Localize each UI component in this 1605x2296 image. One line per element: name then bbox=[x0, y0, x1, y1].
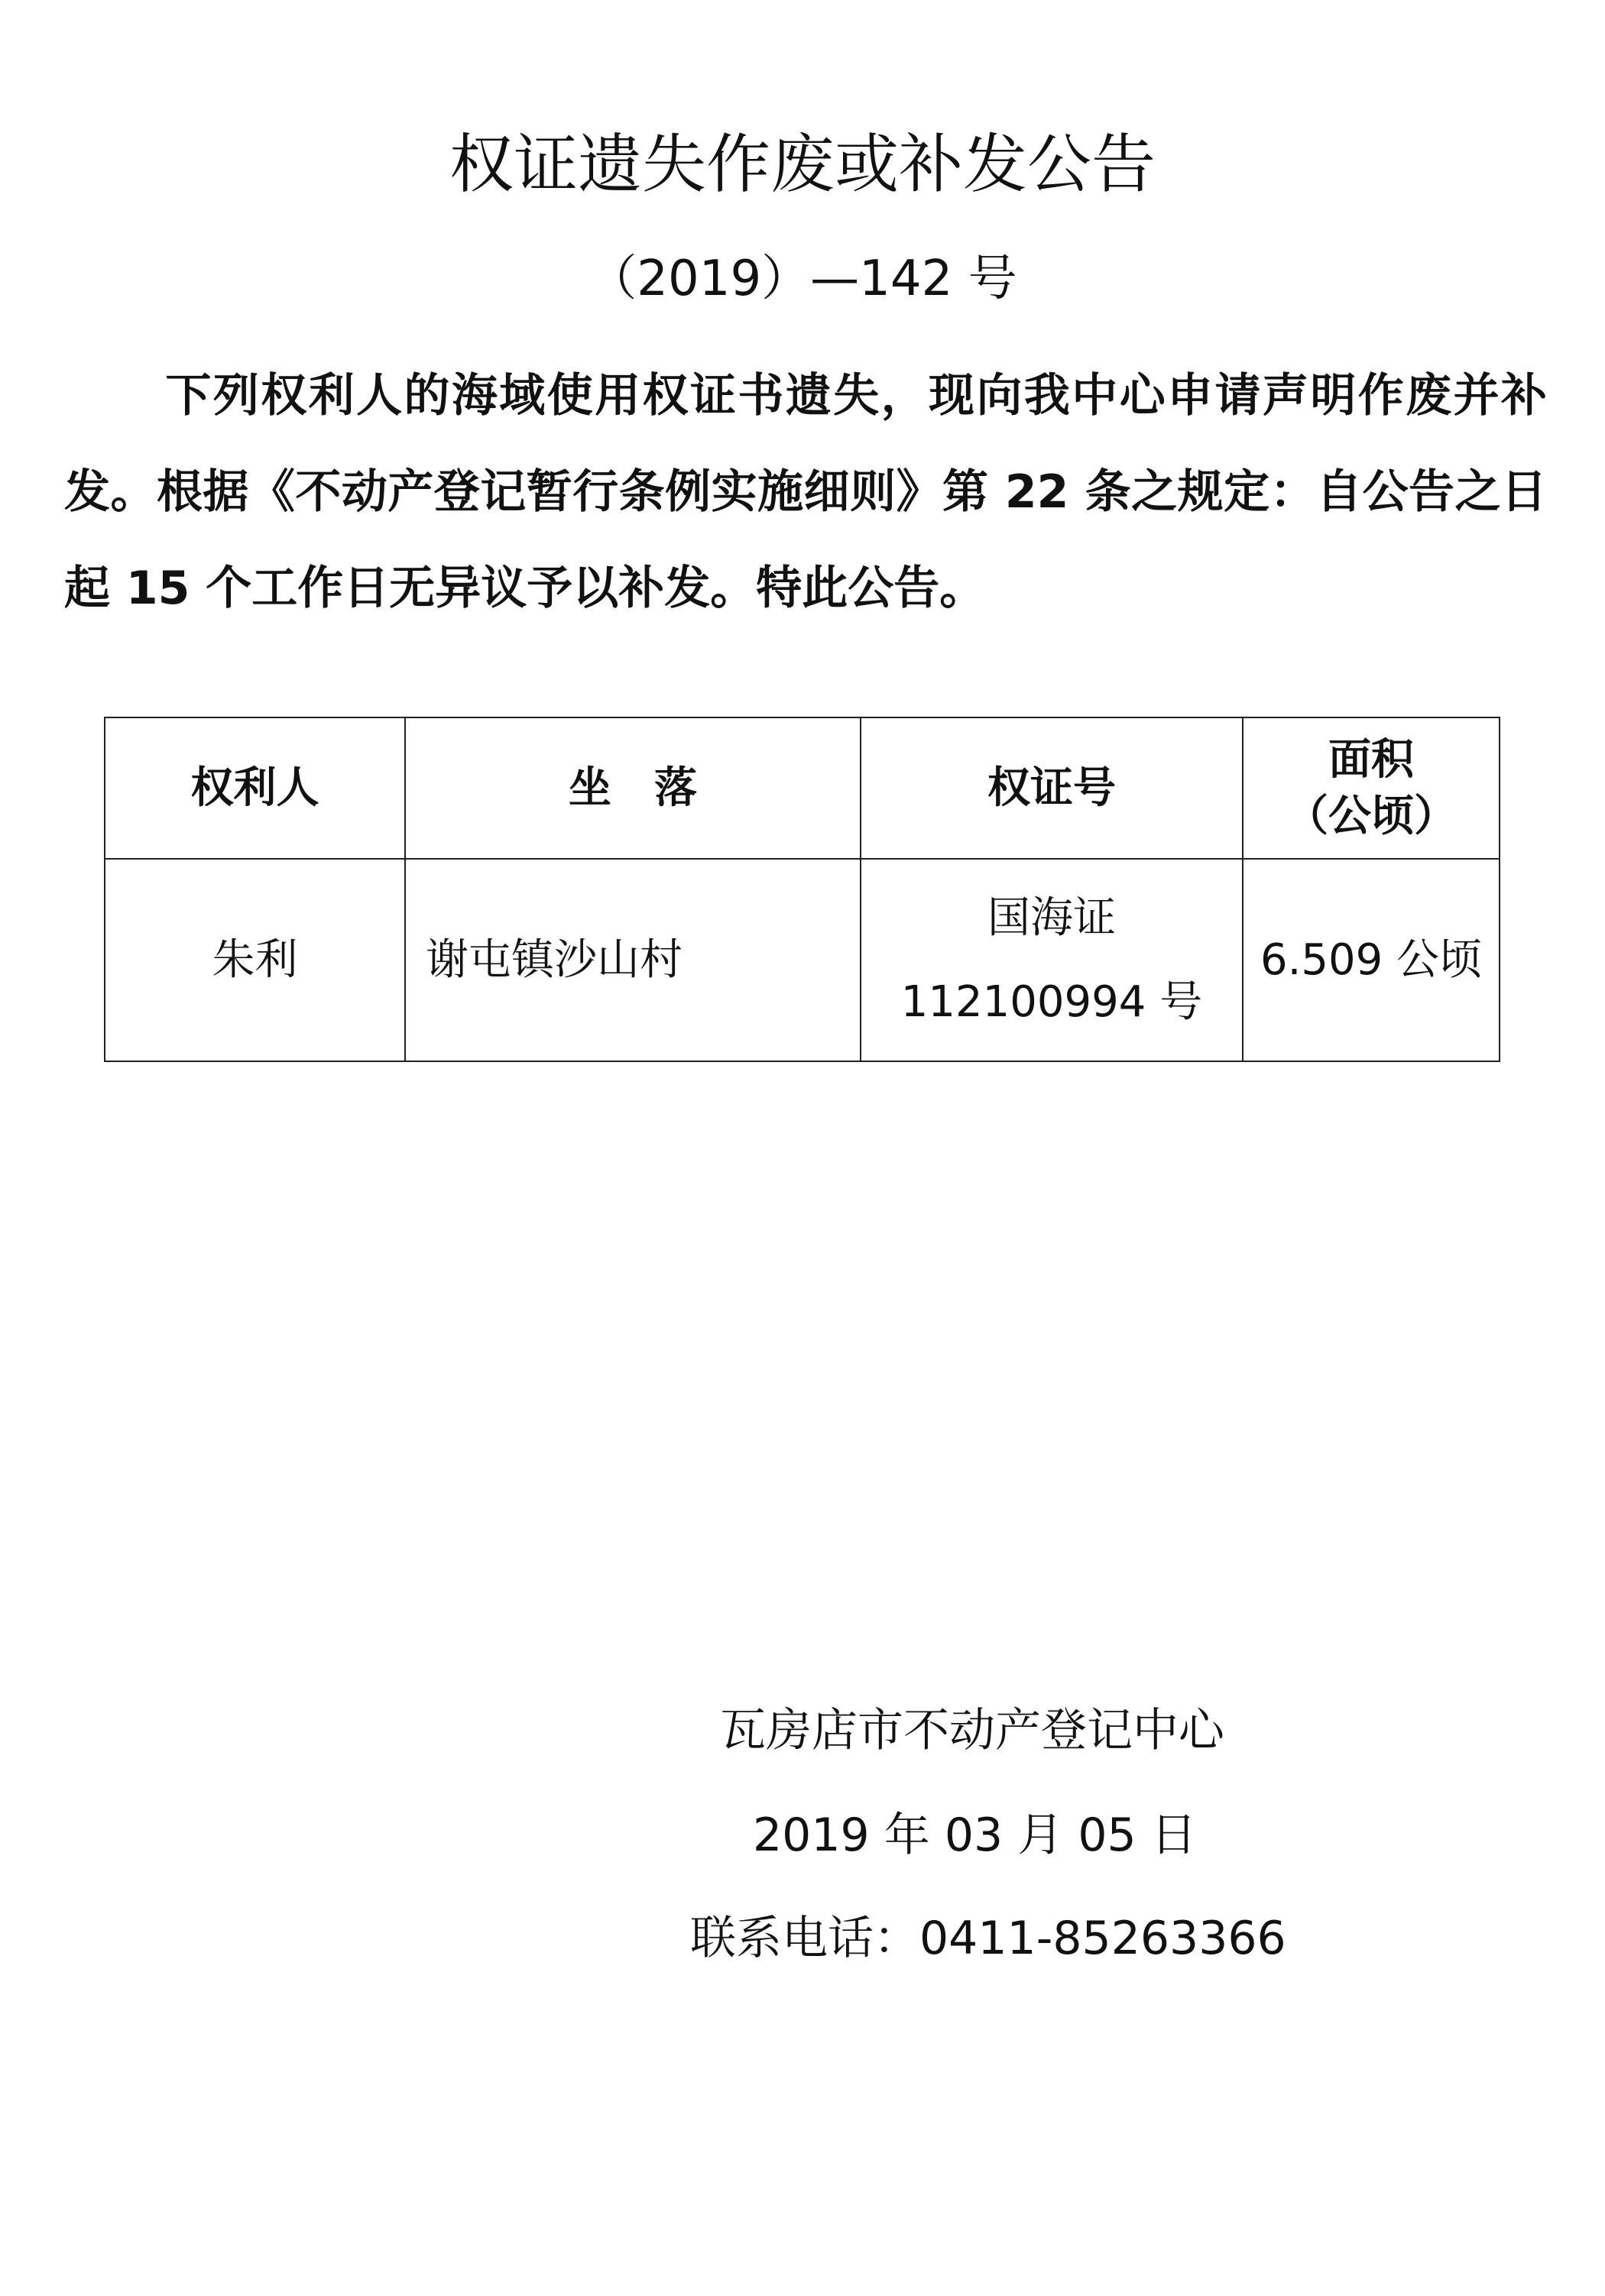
table-header-row bbox=[105, 717, 1500, 859]
notice-body-text: 下列权利人的海域使用权证书遗失，现向我中心申请声明作废并补发。根据《不动产登记暂行条例实施细则》第 22 条之规定：自公告之日起 15 个工作日无异议予以补发。特此公告。 bbox=[64, 369, 1547, 615]
header-area bbox=[1243, 717, 1500, 859]
cell-holder: 朱利 bbox=[105, 859, 405, 1061]
document-number: （2019）—142 号 bbox=[588, 251, 1017, 307]
table-row bbox=[105, 859, 1500, 1061]
cell-location: 谢屯镇沙山村 bbox=[405, 859, 861, 1061]
cell-cert-prefix: 国海证 bbox=[987, 892, 1116, 943]
contact-phone: 联系电话：0411-85263366 bbox=[690, 1912, 1286, 1965]
page-title: 权证遗失作废或补发公告 bbox=[449, 127, 1156, 202]
cell-cert-number: 112100994 号 bbox=[900, 976, 1203, 1027]
notice-body-paragraph bbox=[64, 348, 1547, 636]
header-cert-no: 权证号 bbox=[861, 717, 1243, 859]
cell-cert-no bbox=[861, 859, 1243, 1061]
certificate-table bbox=[104, 717, 1500, 1062]
issuing-organization: 瓦房店市不动产登记中心 bbox=[720, 1704, 1224, 1757]
header-location: 坐 落 bbox=[405, 717, 861, 859]
header-area-label: 面积 bbox=[1328, 734, 1414, 785]
header-area-unit: （公顷） bbox=[1286, 791, 1457, 841]
cell-area: 6.509 公顷 bbox=[1243, 859, 1500, 1061]
issue-date: 2019 年 03 月 05 日 bbox=[753, 1809, 1197, 1862]
header-holder: 权利人 bbox=[105, 717, 405, 859]
